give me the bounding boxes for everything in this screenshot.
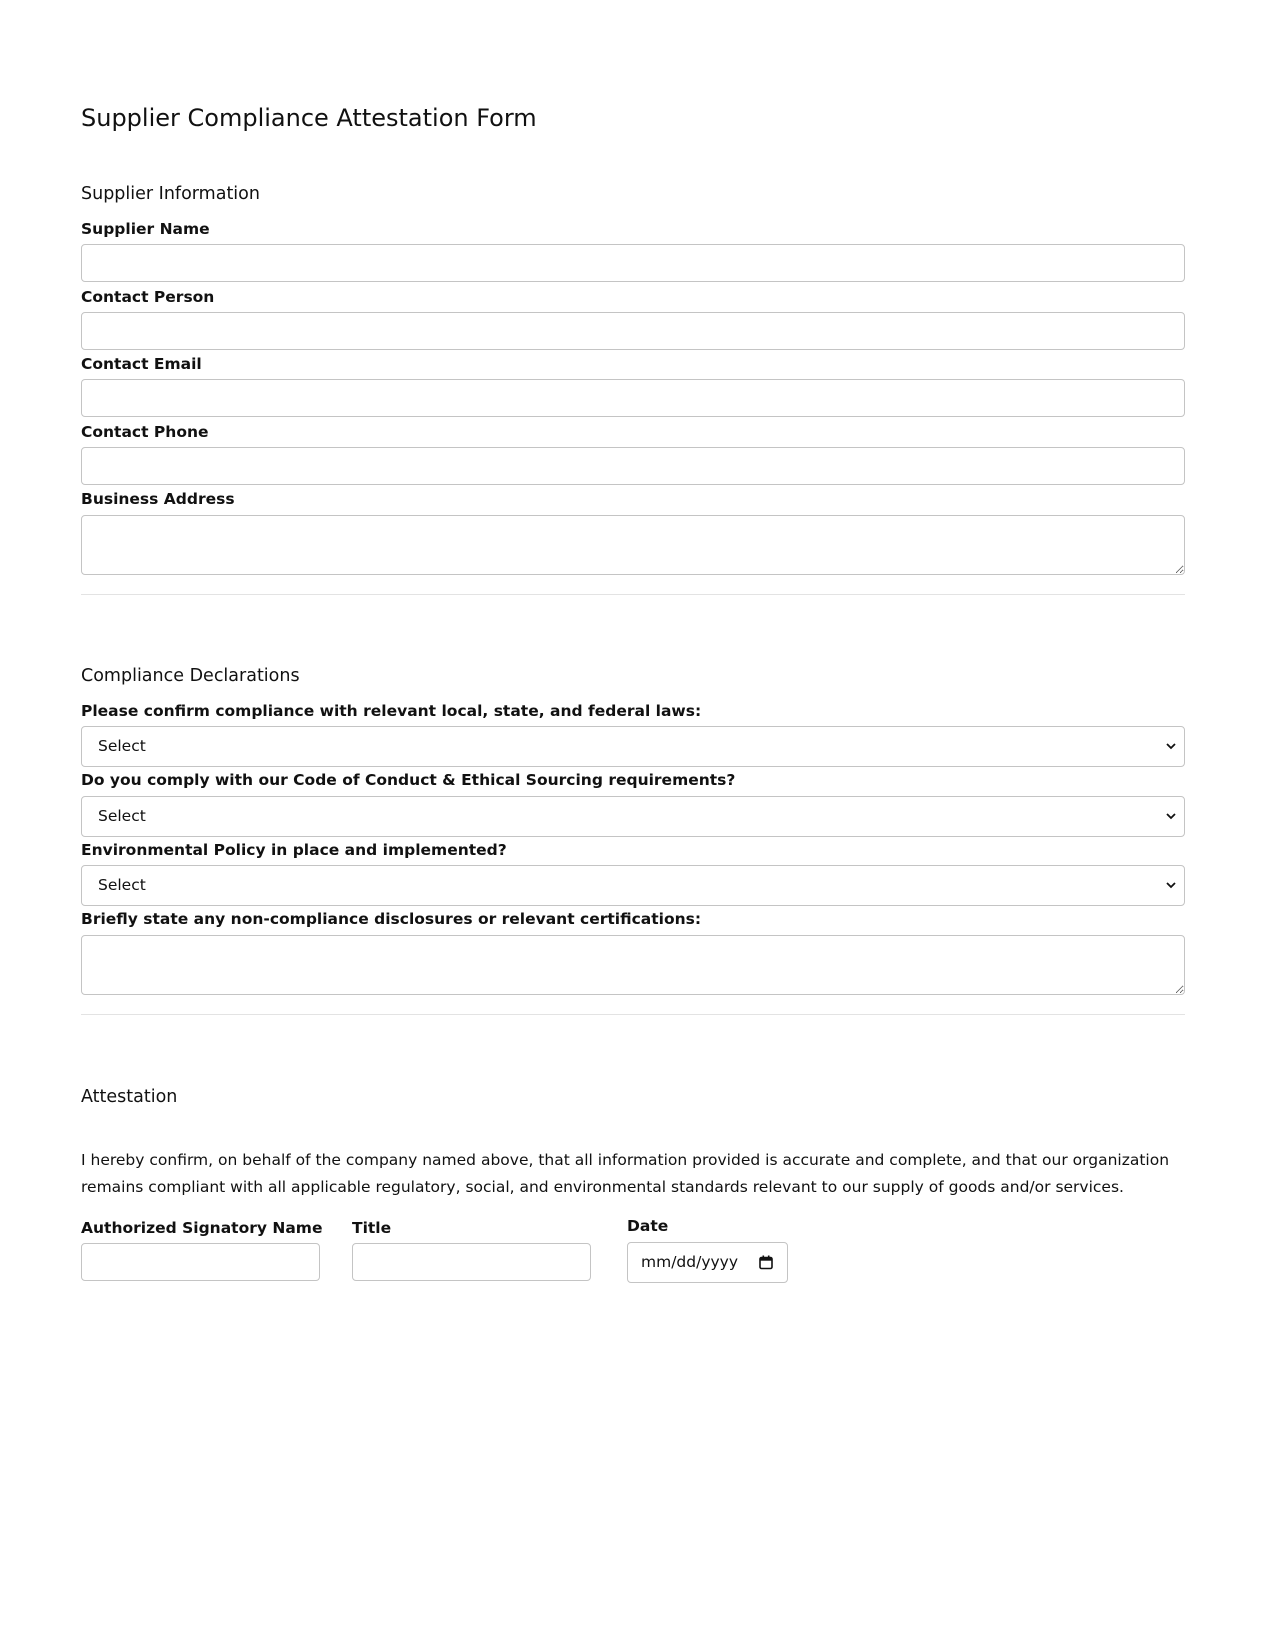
environmental-policy-selected-value: Select	[98, 876, 146, 894]
signatory-name-label: Authorized Signatory Name	[81, 1219, 323, 1237]
section-divider	[81, 594, 1185, 595]
chevron-down-icon	[1166, 812, 1176, 820]
contact-phone-label: Contact Phone	[81, 423, 209, 441]
date-input[interactable]	[627, 1242, 788, 1283]
laws-compliance-selected-value: Select	[98, 737, 146, 755]
section-heading-compliance-declarations: Compliance Declarations	[81, 666, 300, 686]
calendar-icon[interactable]	[759, 1255, 773, 1270]
signatory-title-input[interactable]	[352, 1243, 591, 1281]
signatory-name-input[interactable]	[81, 1243, 320, 1281]
contact-email-label: Contact Email	[81, 355, 202, 373]
contact-person-input[interactable]	[81, 312, 1185, 350]
business-address-textarea[interactable]	[81, 515, 1185, 575]
code-of-conduct-label: Do you comply with our Code of Conduct & Ethical Sourcing requirements?	[81, 771, 736, 789]
code-of-conduct-select[interactable]	[81, 796, 1185, 837]
contact-phone-input[interactable]	[81, 447, 1185, 485]
chevron-down-icon	[1166, 742, 1176, 750]
section-heading-supplier-information: Supplier Information	[81, 184, 260, 204]
section-divider	[81, 1014, 1185, 1015]
attestation-statement: I hereby confirm, on behalf of the company named above, that all information provided is accurate and complete, and that our organization remains compliant with all applicable regulatory, social, and environmental standards relevant to our supply of goods and/or services.	[81, 1151, 1170, 1196]
page-title: Supplier Compliance Attestation Form	[81, 104, 537, 132]
date-label: Date	[627, 1217, 669, 1235]
contact-email-input[interactable]	[81, 379, 1185, 417]
section-heading-attestation: Attestation	[81, 1087, 178, 1107]
business-address-label: Business Address	[81, 490, 235, 508]
disclosures-textarea[interactable]	[81, 935, 1185, 995]
laws-compliance-label: Please confirm compliance with relevant local, state, and federal laws:	[81, 702, 702, 720]
chevron-down-icon	[1166, 881, 1176, 889]
supplier-name-input[interactable]	[81, 244, 1185, 282]
signatory-title-label: Title	[352, 1219, 392, 1237]
disclosures-label: Briefly state any non-compliance disclosures or relevant certifications:	[81, 910, 702, 928]
environmental-policy-label: Environmental Policy in place and implemented?	[81, 841, 507, 859]
code-of-conduct-selected-value: Select	[98, 807, 146, 825]
supplier-name-label: Supplier Name	[81, 220, 210, 238]
laws-compliance-select[interactable]	[81, 726, 1185, 767]
date-placeholder: mm/dd/yyyy	[641, 1253, 739, 1271]
environmental-policy-select[interactable]	[81, 865, 1185, 906]
contact-person-label: Contact Person	[81, 288, 215, 306]
